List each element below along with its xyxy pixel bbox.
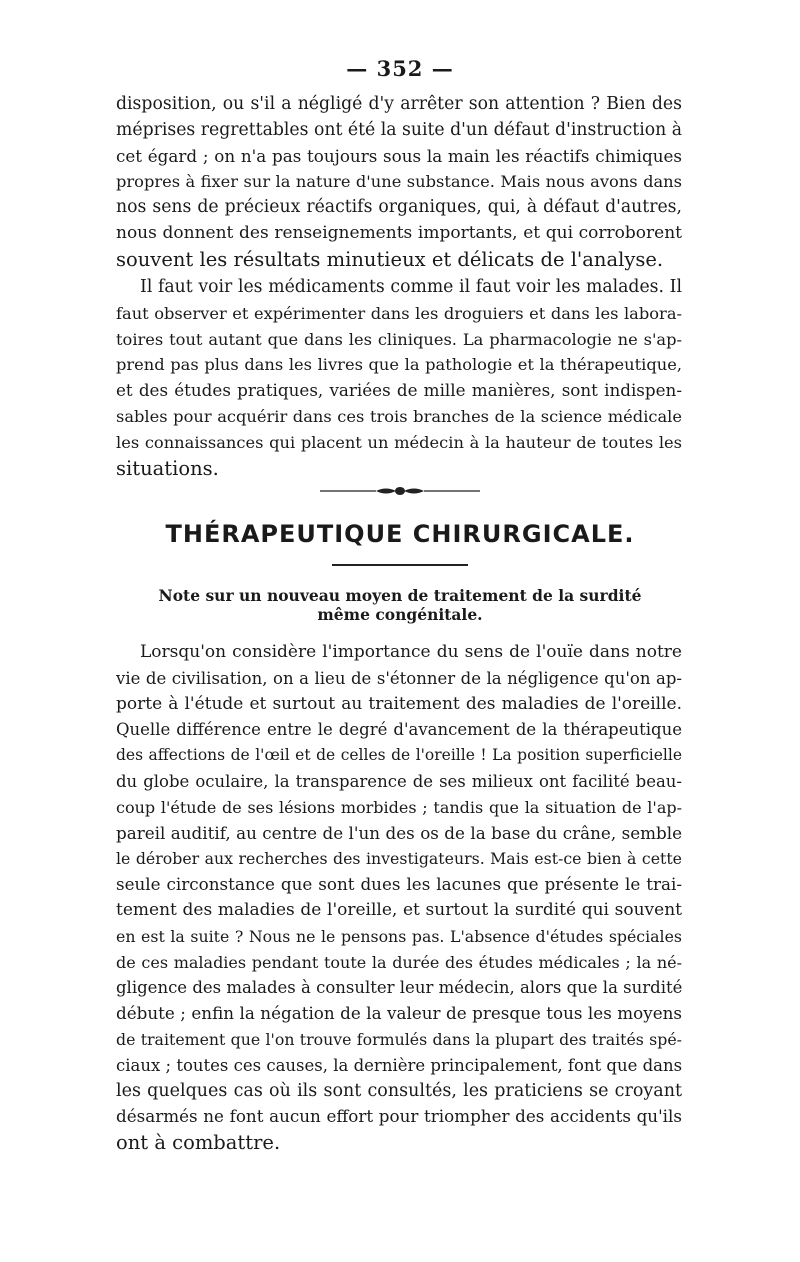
paragraph-top-2: [116, 275, 682, 481]
text-line: de traitement que l'on trouve formulés dans la plupart des traités spé-: [116, 1029, 682, 1049]
text-line: porte à l'étude et surtout au traitement des maladies de l'oreille.: [116, 693, 682, 714]
text-line: souvent les résultats minutieux et délicats de l'analyse.: [116, 247, 664, 271]
text-line: les connaissances qui placent un médecin à la hauteur de toutes les: [116, 432, 682, 452]
text-line: méprises regrettables ont été la suite d'un défaut d'instruction à: [116, 119, 682, 140]
title-rule: [332, 564, 468, 566]
text-line: Lorsqu'on considère l'importance du sens de l'ouïe dans notre: [140, 642, 682, 662]
text-line: toires tout autant que dans les cliniques. La pharmacologie ne s'ap-: [116, 329, 682, 349]
text-line: seule circonstance que sont dues les lacunes que présente le trai-: [116, 874, 682, 895]
text-line: gligence des malades à consulter leur médecin, alors que la surdité: [116, 978, 683, 998]
text-line: disposition, ou s'il a négligé d'y arrêter son attention ? Bien des: [116, 94, 682, 114]
text-line: Il faut voir les médicaments comme il faut voir les malades. Il: [140, 277, 682, 297]
text-line: de ces maladies pendant toute la durée des études médicales ; la né-: [116, 952, 682, 972]
article-subtitle: [0, 586, 800, 624]
text-line: nous donnent des renseignements importants, et qui corroborent: [116, 222, 682, 243]
text-line: désarmés ne font aucun effort pour triompher des accidents qu'ils: [116, 1106, 682, 1127]
text-line: débute ; enfin la négation de la valeur de presque tous les moyens: [116, 1003, 682, 1024]
text-line: le dérober aux recherches des investigateurs. Mais est-ce bien à cette: [116, 849, 682, 869]
text-line: nos sens de précieux réactifs organiques, qui, à défaut d'autres,: [116, 197, 682, 218]
text-line: ont à combattre.: [116, 1131, 281, 1155]
text-line: coup l'étude de ses lésions morbides ; tandis que la situation de l'ap-: [116, 797, 682, 817]
text-line: sables pour acquérir dans ces trois branches de la science médicale: [116, 406, 682, 426]
text-line: cet égard ; on n'a pas toujours sous la main les réactifs chimiques: [116, 145, 682, 166]
text-line: les quelques cas où ils sont consultés, les praticiens se croyant: [116, 1080, 682, 1101]
text-line: vie de civilisation, on a lieu de s'étonner de la négligence qu'on ap-: [116, 668, 682, 688]
subtitle-line: même congénitale.: [317, 605, 483, 624]
text-line: et des études pratiques, variées de mille manières, sont indispen-: [116, 380, 682, 401]
text-line: situations.: [116, 456, 219, 480]
subtitle-line: Note sur un nouveau moyen de traitement de la surdité: [158, 586, 642, 605]
text-line: faut observer et expérimenter dans les droguiers et dans les labora-: [116, 303, 682, 323]
text-line: Quelle différence entre le degré d'avancement de la thérapeutique: [116, 720, 682, 740]
text-line: des affections de l'œil et de celles de l'oreille ! La position superficielle: [116, 746, 682, 765]
text-line: en est la suite ? Nous ne le pensons pas. L'absence d'études spéciales: [116, 926, 682, 946]
paragraph-bottom: [116, 640, 682, 1156]
text-line: du globe oculaire, la transparence de ses milieux ont facilité beau-: [116, 771, 682, 791]
text-line: propres à fixer sur la nature d'une substance. Mais nous avons dans: [116, 172, 682, 192]
text-line: ciaux ; toutes ces causes, la dernière principalement, font que dans: [116, 1055, 683, 1075]
text-line: pareil auditif, au centre de l'un des os de la base du crâne, semble: [116, 822, 682, 843]
paragraph-top-1: [116, 92, 682, 273]
text-line: tement des maladies de l'oreille, et surtout la surdité qui souvent: [116, 899, 682, 920]
text-line: prend pas plus dans les livres que la pathologie et la thérapeutique,: [116, 355, 682, 375]
page-number: — 352 —: [346, 56, 454, 81]
ornament-divider-icon: [320, 484, 480, 498]
section-title: THÉRAPEUTIQUE CHIRURGICALE.: [165, 520, 635, 548]
